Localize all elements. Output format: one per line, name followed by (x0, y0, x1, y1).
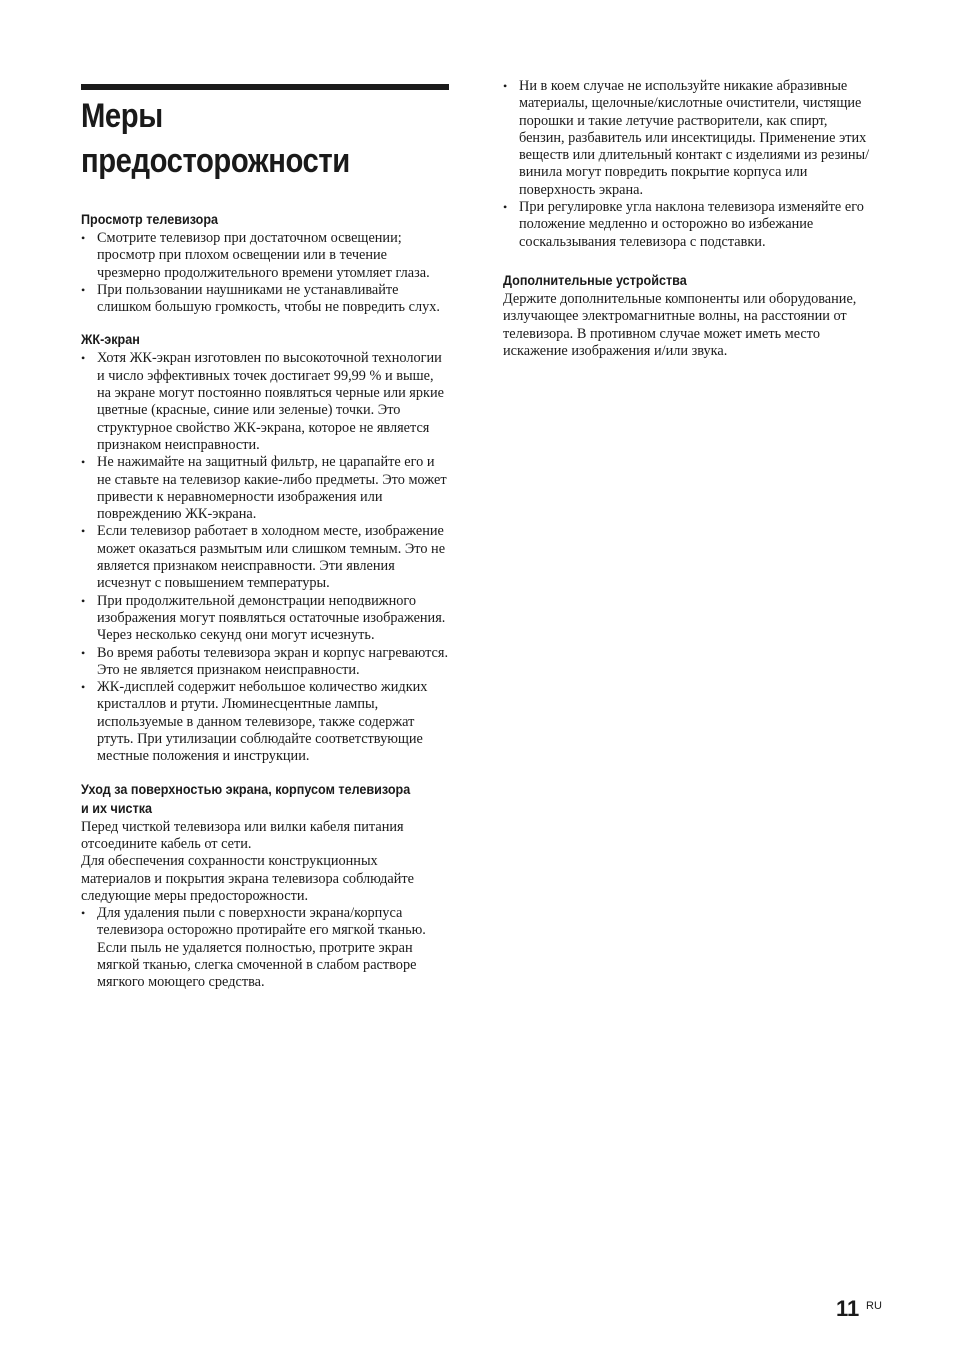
bullet-glyph: • (81, 593, 86, 608)
page-title (81, 94, 397, 184)
bullet-glyph: • (81, 906, 86, 921)
bullet-glyph: • (81, 231, 86, 245)
page-language-code: RU (866, 1300, 882, 1312)
list-item-text: Ни в коем случае не используйте никакие абразивные материалы, щелочные/кислотные очистители, чистящие порошки и такие летучие растворители, как спирт, бензин, разбавитель или инсектициды. Применение этих веществ или длительный контакт с изделиями из резины/винила могут повредить покрытие корпуса или поверхность экрана. (519, 78, 870, 198)
list-item-text: При регулировке угла наклона телевизора изменяйте его положение медленно и осторожно во избежание соскальзывания телевизора с подставки. (519, 199, 864, 250)
page-title-line2: предосторожности (81, 142, 350, 180)
list-item-text: Во время работы телевизора экран и корпус нагреваются. Это не является признаком неисправности. (97, 644, 449, 678)
bullet-glyph: • (503, 79, 508, 93)
list-item (81, 282, 449, 317)
section-paragraph: Для обеспечения сохранности конструкционных материалов и покрытия экрана телевизора соблюдайте следующие меры предосторожности. (81, 853, 414, 904)
bullet-glyph: • (81, 680, 86, 695)
list-item (503, 199, 875, 251)
page-title-line1: Меры (81, 97, 163, 135)
section-heading: Дополнительные устройства (503, 271, 687, 288)
section-heading: ЖК-экран (81, 331, 140, 348)
list-item-text: Хотя ЖК-экран изготовлен по высокоточной технологии и число эффективных точек достигает 99,99 % и выше, на экране могут постоянно появляться черные или яркие цветные (красные, синие или зеленые) точки. Это структурное свойство ЖК-экрана, которое не является признаком неисправности. (97, 350, 444, 453)
list-item (81, 593, 449, 645)
bullet-list (81, 350, 449, 765)
bullet-glyph: • (81, 351, 86, 366)
list-item (81, 230, 449, 282)
left-column (81, 210, 449, 1006)
bullet-glyph: • (81, 455, 86, 470)
list-item (503, 78, 875, 199)
list-item-text: Если телевизор работает в холодном месте, изображение может оказаться размытым или слишком темным. Это не является признаком неисправности. Эти явления исчезнут с повышением температуры. (97, 523, 446, 592)
list-item-text: ЖК-дисплей содержит небольшое количество жидких кристаллов и ртути. Люминесцентные лампы, используемые в данном телевизоре, также содержат ртуть. При утилизации соблюдайте соответствующие местные положения и инструкции. (97, 679, 428, 765)
list-item-text: Смотрите телевизор при достаточном освещении; просмотр при плохом освещении или в течение чрезмерно продолжительного времени утомляет глаза. (97, 230, 430, 281)
list-item (81, 679, 449, 765)
title-rule (81, 84, 449, 90)
right-column (503, 78, 875, 374)
list-item (81, 454, 449, 523)
right-sections (503, 271, 875, 360)
bullet-glyph: • (81, 524, 86, 539)
page-number: 11 (836, 1296, 860, 1321)
section-heading: Уход за поверхностью экрана, корпусом телевизора и их чистка (81, 780, 411, 816)
bullet-list (81, 230, 449, 316)
section (81, 330, 449, 765)
list-item-text: Для удаления пыли с поверхности экрана/корпуса телевизора осторожно протирайте его мягкой тканью. Если пыль не удаляется полностью, протрите экран мягкой тканью, слегка смоченной в слабом растворе мягкого моющего средства. (97, 905, 426, 991)
bullet-glyph: • (81, 282, 86, 297)
bullet-list (81, 905, 449, 991)
section (81, 780, 449, 992)
section-paragraph: Перед чисткой телевизора или вилки кабеля питания отсоедините кабель от сети. (81, 818, 404, 852)
list-item (81, 645, 449, 680)
list-item (81, 905, 449, 991)
section (81, 210, 449, 316)
list-item (81, 523, 449, 592)
list-item-text: Не нажимайте на защитный фильтр, не царапайте его и не ставьте на телевизор какие-либо предметы. Это может привести к неравномерности изображения или повреждению ЖК-экрана. (97, 454, 447, 523)
bullet-glyph: • (81, 645, 86, 660)
list-item (81, 350, 449, 454)
bullet-glyph: • (503, 200, 508, 215)
list-item-text: При пользовании наушниками не устанавливайте слишком большую громкость, чтобы не повредить слух. (97, 281, 440, 316)
section (503, 271, 875, 360)
section-paragraph: Держите дополнительные компоненты или оборудование, излучающее электромагнитные волны, на расстоянии от телевизора. В противном случае может иметь место искажение изображения и/или звука. (503, 290, 857, 359)
right-bullet-list (503, 78, 875, 251)
section-heading: Просмотр телевизора (81, 211, 219, 227)
list-item-text: При продолжительной демонстрации неподвижного изображения могут появляться остаточные изображения. Через несколько секунд они могут исчезнуть. (97, 592, 446, 644)
